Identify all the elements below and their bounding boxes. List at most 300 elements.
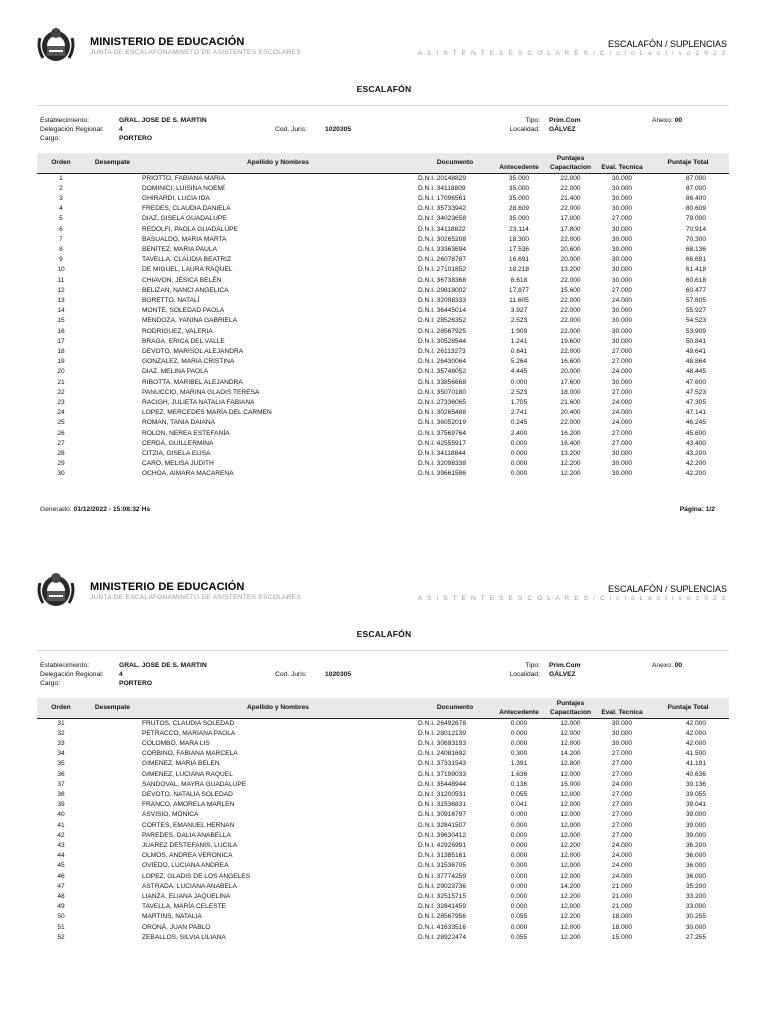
nombre-cell: FRUTOS, CLAUDIA SOLEDAD [142, 719, 235, 727]
orden-cell: 19 [57, 358, 65, 366]
nombre-cell: PANUCCIO, MARINA GLADIS TERESA [142, 388, 260, 396]
total-cell: 39.000 [685, 811, 707, 819]
total-cell: 48.864 [685, 358, 707, 366]
table-row [37, 439, 729, 449]
antecedente-cell: 2.523 [510, 317, 528, 325]
desempate-cell [85, 398, 140, 408]
desempate-cell [85, 184, 140, 194]
table-row [37, 892, 729, 902]
total-cell: 42.000 [685, 739, 707, 747]
nombre-cell: FRANCO, AMORELA MARLEN [142, 801, 235, 809]
documento-cell: D.N.I. 29818002 [418, 286, 467, 294]
table-row [37, 367, 729, 377]
total-cell: 36.000 [685, 872, 707, 880]
table-row [37, 265, 729, 275]
capacitacion-cell: 22.000 [560, 235, 581, 243]
nombre-cell: BASUALDO, MARIA MARTA [142, 235, 227, 243]
col-total: Puntaje Total [647, 698, 729, 718]
orden-cell: 38 [57, 790, 65, 798]
ranking-table [37, 698, 729, 943]
total-cell: 42.000 [685, 729, 707, 737]
antecedente-cell: 0.000 [510, 882, 528, 890]
documento-cell: D.N.I. 35070180 [418, 388, 467, 396]
desempate-cell [85, 902, 140, 912]
eval-cell: 27.000 [611, 215, 633, 223]
capacitacion-cell: 12.000 [560, 770, 581, 778]
antecedente-cell: 0.000 [510, 449, 528, 457]
eval-cell: 27.000 [611, 770, 633, 778]
orden-cell: 16 [57, 327, 65, 335]
capacitacion-cell: 12.200 [560, 892, 581, 900]
establecimiento-label: Establecimiento: [40, 662, 90, 669]
page-header [0, 545, 768, 615]
nombre-cell: TAVELLA, MARÍA CELESTE [142, 903, 227, 911]
documento-cell: D.N.I. 35748052 [418, 368, 467, 376]
col-documento: Documento [416, 153, 494, 173]
antecedente-cell: 0.000 [510, 719, 528, 727]
localidad-label: Localidad: [509, 126, 540, 133]
total-cell: 36.000 [685, 852, 707, 860]
desempate-cell [85, 327, 140, 337]
antecedente-cell: 0.136 [510, 780, 528, 788]
eval-cell: 30.000 [611, 449, 633, 457]
nombre-cell: ZEBALLOS, SILVIA LILIANA [142, 933, 226, 941]
antecedente-cell: 0.000 [510, 729, 528, 737]
table-body [37, 718, 729, 943]
capacitacion-cell: 12.000 [560, 811, 581, 819]
tipo-value: Prim.Com [549, 662, 581, 669]
documento-cell: D.N.I. 17096561 [418, 194, 467, 202]
nombre-cell: GHIRARDI, LUCIA IDA [142, 194, 210, 202]
table-row [37, 902, 729, 912]
desempate-cell [85, 912, 140, 922]
antecedente-cell: 0.000 [510, 811, 528, 819]
table-row [37, 851, 729, 861]
capacitacion-cell: 12.800 [560, 760, 581, 768]
desempate-cell [85, 429, 140, 439]
eval-cell: 30.000 [611, 225, 633, 233]
antecedente-cell: 0.000 [510, 378, 528, 386]
desempate-cell [85, 316, 140, 326]
localidad-value: GÁLVEZ [549, 671, 576, 678]
documento-cell: D.N.I. 31200531 [418, 790, 467, 798]
nombre-cell: ORONÁ, JUAN PABLO [142, 923, 211, 931]
capacitacion-cell: 12.000 [560, 852, 581, 860]
documento-cell: D.N.I. 29023736 [418, 882, 467, 890]
documento-cell: D.N.I. 30265208 [418, 235, 467, 243]
table-row [37, 296, 729, 306]
capacitacion-cell: 14.200 [560, 882, 581, 890]
eval-cell: 27.000 [611, 286, 633, 294]
capacitacion-cell: 12.200 [560, 841, 581, 849]
total-cell: 47.305 [685, 398, 707, 406]
orden-cell: 25 [57, 419, 65, 427]
antecedente-cell: 35.000 [508, 174, 530, 182]
orden-cell: 28 [57, 449, 65, 457]
eval-cell: 24.000 [611, 296, 633, 304]
generated-stamp [40, 506, 150, 513]
desempate-cell [85, 418, 140, 428]
eval-cell: 30.000 [611, 337, 633, 345]
documento-cell: D.N.I. 28526352 [418, 317, 467, 325]
capacitacion-cell: 22.000 [560, 174, 581, 182]
eval-cell: 24.000 [611, 398, 633, 406]
documento-cell: D.N.I. 34118844 [418, 449, 466, 457]
capacitacion-cell: 12.200 [560, 460, 581, 468]
desempate-cell [85, 214, 140, 224]
table-row [37, 173, 729, 184]
documento-cell: D.N.I. 30693193 [418, 739, 467, 747]
page-number [680, 506, 715, 513]
eval-cell: 24.000 [611, 862, 633, 870]
capacitacion-cell: 12.000 [560, 831, 581, 839]
total-cell: 45.600 [685, 429, 707, 437]
nombre-cell: TAVELLA, CLAUDIA BEATRIZ [142, 256, 232, 264]
orden-cell: 11 [57, 276, 65, 284]
antecedente-cell: 1.705 [510, 398, 528, 406]
desempate-cell [85, 718, 140, 729]
capacitacion-cell: 22.000 [560, 205, 581, 213]
table-row [37, 459, 729, 469]
antecedente-cell: 17.536 [508, 245, 530, 253]
table-row [37, 810, 729, 820]
total-cell: 68.136 [685, 245, 707, 253]
desempate-cell [85, 831, 140, 841]
nombre-cell: CORBINO, FABIANA MARCELA [142, 750, 238, 758]
table-row [37, 861, 729, 871]
orden-cell: 41 [57, 821, 65, 829]
nombre-cell: COLOMBO, MARA LIS [142, 739, 210, 747]
table-row [37, 408, 729, 418]
table-row [37, 388, 729, 398]
ministry-subtitle: JUNTA DE ESCALAFONAMINETO DE ASISTENTES ESCOLARES [90, 594, 301, 601]
escalafon-label: ESCALAFÓN / SUPLENCIAS [607, 584, 727, 594]
table-row [37, 872, 729, 882]
orden-cell: 49 [57, 903, 65, 911]
escalafon-label: ESCALAFÓN / SUPLENCIAS [607, 39, 727, 49]
nombre-cell: MONTE, SOLEDAD PAOLA [142, 307, 225, 315]
orden-cell: 4 [59, 205, 63, 213]
capacitacion-cell: 16.600 [560, 358, 581, 366]
table-row [37, 194, 729, 204]
antecedente-cell: 0.041 [510, 801, 528, 809]
antecedente-cell: 0.000 [510, 821, 528, 829]
antecedente-cell: 2.741 [510, 409, 528, 417]
nombre-cell: OLMOS, ANDREA VERONICA [142, 852, 233, 860]
documento-cell: D.N.I. 37569764 [418, 429, 467, 437]
col-desempate: Desempate [85, 153, 140, 173]
antecedente-cell: 2.523 [510, 388, 528, 396]
table-row [37, 933, 729, 943]
orden-cell: 47 [57, 882, 65, 890]
documento-cell: D.N.I. 34118809 [418, 184, 466, 192]
table-row [37, 214, 729, 224]
total-cell: 86.400 [685, 194, 707, 202]
eval-cell: 30.000 [611, 256, 633, 264]
documento-cell: D.N.I. 28567925 [418, 327, 467, 335]
antecedente-cell: 0.055 [510, 790, 528, 798]
info-values-left [119, 116, 207, 143]
desempate-cell [85, 739, 140, 749]
desempate-cell [85, 749, 140, 759]
capacitacion-cell: 12.000 [560, 862, 581, 870]
antecedente-cell: 1.391 [510, 760, 528, 768]
divider [37, 650, 729, 651]
nombre-cell: ASVISIO, MÓNICA [142, 811, 199, 819]
nombre-cell: DEVOTO, MARISOL ALEJANDRA [142, 347, 244, 355]
capacitacion-cell: 12.000 [560, 923, 581, 931]
capacitacion-cell: 14.200 [560, 750, 581, 758]
antecedente-cell: 0.300 [510, 750, 528, 758]
documento-cell: D.N.I. 27336065 [418, 398, 467, 406]
total-cell: 80.609 [685, 205, 707, 213]
capacitacion-cell: 19.600 [560, 337, 581, 345]
documento-cell: D.N.I. 34118822 [418, 225, 466, 233]
total-cell: 39.136 [685, 780, 707, 788]
eval-cell: 24.000 [611, 409, 633, 417]
nombre-cell: BORETTO, NATALÍ [142, 296, 200, 304]
orden-cell: 21 [57, 378, 65, 386]
orden-cell: 43 [57, 841, 65, 849]
table-row [37, 469, 729, 479]
total-cell: 50.841 [685, 337, 707, 345]
orden-cell: 42 [57, 831, 65, 839]
capacitacion-cell: 15.000 [560, 780, 581, 788]
desempate-cell [85, 357, 140, 367]
capacitacion-cell: 20.600 [560, 245, 581, 253]
nombre-cell: GIMENEZ, LUCIANA RAQUEL [142, 770, 233, 778]
table-row [37, 225, 729, 235]
antecedente-cell: 1.909 [510, 327, 528, 335]
nombre-cell: GONZALEZ, MARIA CRISTINA [142, 358, 235, 366]
document-title: ESCALAFÓN [356, 84, 412, 94]
desempate-cell [85, 861, 140, 871]
desempate-cell [85, 173, 140, 184]
establecimiento-label: Establecimiento: [40, 117, 90, 124]
orden-cell: 3 [59, 194, 63, 202]
documento-cell: D.N.I. 26492678 [418, 719, 467, 727]
capacitacion-cell: 22.000 [560, 347, 581, 355]
total-cell: 60.477 [685, 286, 707, 294]
col-total: Puntaje Total [647, 153, 729, 173]
desempate-cell [85, 882, 140, 892]
eval-cell: 30.000 [611, 317, 633, 325]
desempate-cell [85, 276, 140, 286]
anexo-label: Anexo: [652, 662, 673, 669]
table-body [37, 173, 729, 480]
eval-cell: 24.000 [611, 419, 633, 427]
total-cell: 57.605 [685, 296, 707, 304]
total-cell: 47.141 [685, 409, 707, 417]
ministry-title: MINISTERIO DE EDUCACIÓN [90, 581, 245, 593]
documento-cell: D.N.I. 42926991 [418, 841, 467, 849]
eval-cell: 27.000 [611, 429, 633, 437]
eval-cell: 30.000 [611, 205, 633, 213]
eval-cell: 21.000 [611, 892, 633, 900]
eval-cell: 27.000 [611, 347, 633, 355]
documento-cell: D.N.I. 27101852 [418, 266, 467, 274]
nombre-cell: RACIGH, JULIETA NATALIA FABIANA [142, 398, 255, 406]
desempate-cell [85, 194, 140, 204]
eval-cell: 18.000 [611, 923, 633, 931]
capacitacion-cell: 22.000 [560, 307, 581, 315]
orden-cell: 36 [57, 770, 65, 778]
antecedente-cell: 0.000 [510, 852, 528, 860]
table-row [37, 418, 729, 428]
documento-cell: D.N.I. 32098338 [418, 460, 467, 468]
total-cell: 30.000 [685, 923, 707, 931]
eval-cell: 30.000 [611, 327, 633, 335]
anexo-label: Anexo: [652, 117, 673, 124]
desempate-cell [85, 780, 140, 790]
desempate-cell [85, 810, 140, 820]
total-cell: 46.245 [685, 419, 707, 427]
total-cell: 43.200 [685, 449, 707, 457]
total-cell: 47.523 [685, 388, 707, 396]
desempate-cell [85, 459, 140, 469]
table-row [37, 821, 729, 831]
capacitacion-cell: 21.600 [560, 398, 581, 406]
desempate-cell [85, 439, 140, 449]
total-cell: 42.200 [685, 470, 707, 478]
orden-cell: 34 [57, 750, 65, 758]
antecedente-cell: 0.000 [510, 903, 528, 911]
desempate-cell [85, 378, 140, 388]
total-cell: 27.255 [685, 933, 707, 941]
nombre-cell: PETRACCO, MARIANA PAOLA [142, 729, 236, 737]
antecedente-cell: 0.000 [510, 892, 528, 900]
total-cell: 87.000 [685, 174, 707, 182]
orden-cell: 15 [57, 317, 65, 325]
table-row [37, 739, 729, 749]
antecedente-cell: 28.609 [508, 205, 530, 213]
col-puntajes: Puntajes [494, 153, 647, 163]
documento-cell: D.N.I. 26113273 [418, 347, 466, 355]
documento-cell: D.N.I. 32515715 [418, 892, 467, 900]
documento-cell: D.N.I. 39630412 [418, 831, 467, 839]
ministry-subtitle: JUNTA DE ESCALAFONAMINETO DE ASISTENTES ESCOLARES [90, 49, 301, 56]
eval-cell: 27.000 [611, 811, 633, 819]
capacitacion-cell: 20.400 [560, 409, 581, 417]
eval-cell: 15.000 [611, 933, 633, 941]
total-cell: 49.641 [685, 347, 707, 355]
antecedente-cell: 0.641 [510, 347, 528, 355]
orden-cell: 35 [57, 760, 65, 768]
table-row [37, 759, 729, 769]
orden-cell: 1 [59, 174, 63, 182]
nombre-cell: FREDES, CLAUDIA DANIELA [142, 205, 231, 213]
col-orden: Orden [37, 153, 85, 173]
desempate-cell [85, 367, 140, 377]
nombre-cell: DIAZ, MELINA PAOLA [142, 368, 209, 376]
coat-of-arms-icon [37, 24, 75, 64]
documento-cell: D.N.I. 37199033 [418, 770, 467, 778]
antecedente-cell: 0.000 [510, 862, 528, 870]
desempate-cell [85, 286, 140, 296]
capacitacion-cell: 20.000 [560, 368, 581, 376]
desempate-cell [85, 770, 140, 780]
anexo-value: 00 [674, 117, 683, 124]
desempate-cell [85, 841, 140, 851]
desempate-cell [85, 729, 140, 739]
capacitacion-cell: 17.000 [560, 215, 581, 223]
col-puntajes: Puntajes [494, 698, 647, 708]
documento-cell: D.N.I. 42555917 [418, 439, 467, 447]
total-cell: 39.000 [685, 821, 707, 829]
ranking-table [37, 153, 729, 480]
orden-cell: 29 [57, 460, 65, 468]
antecedente-cell: 4.445 [510, 368, 528, 376]
total-cell: 55.927 [685, 307, 707, 315]
antecedente-cell: 17.877 [508, 286, 530, 294]
orden-cell: 8 [59, 245, 63, 253]
desempate-cell [85, 255, 140, 265]
eval-cell: 30.000 [611, 378, 633, 386]
table-row [37, 245, 729, 255]
eval-cell: 30.000 [611, 729, 633, 737]
table-row [37, 841, 729, 851]
total-cell: 66.691 [685, 256, 707, 264]
documento-cell: D.N.I. 34023658 [418, 215, 467, 223]
total-cell: 39.055 [685, 790, 707, 798]
documento-cell: D.N.I. 26430064 [418, 358, 467, 366]
nombre-cell: MENDOZA, YANINA GABRIELA [142, 317, 238, 325]
orden-cell: 7 [59, 235, 63, 243]
capacitacion-cell: 22.000 [560, 296, 581, 304]
table-row [37, 276, 729, 286]
nombre-cell: ASTRADA, LUCIANA ANABELA [142, 882, 237, 890]
eval-cell: 24.000 [611, 872, 633, 880]
page-header [0, 0, 768, 70]
eval-cell: 30.000 [611, 184, 633, 192]
generado-label: Generado: [40, 506, 72, 513]
nombre-cell: SANDOVAL, MAYRA GUADALUPE [142, 780, 247, 788]
antecedente-cell: 3.927 [510, 307, 528, 315]
delegacion-value: 4 [119, 671, 123, 678]
col-orden: Orden [37, 698, 85, 718]
orden-cell: 23 [57, 398, 65, 406]
nombre-cell: GIMENEZ, MARIA BELEN [142, 760, 220, 768]
documento-cell: D.N.I. 36052019 [418, 419, 467, 427]
desempate-cell [85, 408, 140, 418]
capacitacion-cell: 22.000 [560, 276, 581, 284]
desempate-cell [85, 800, 140, 810]
cod-juris-value: 1020305 [325, 671, 352, 678]
nombre-cell: ROMAN, TANIA DAIANA [142, 419, 216, 427]
desempate-cell [85, 469, 140, 479]
orden-cell: 22 [57, 388, 65, 396]
tipo-label: Tipo: [525, 662, 540, 669]
antecedente-cell: 35.000 [508, 215, 530, 223]
desempate-cell [85, 296, 140, 306]
nombre-cell: ROLON, NEREA ESTEFANÍA [142, 429, 230, 437]
antecedente-cell: 18.218 [508, 266, 530, 274]
desempate-cell [85, 923, 140, 933]
capacitacion-cell: 20.000 [560, 256, 581, 264]
documento-cell: D.N.I. 30916797 [418, 811, 467, 819]
desempate-cell [85, 388, 140, 398]
table-row [37, 286, 729, 296]
antecedente-cell: 1.636 [510, 770, 528, 778]
total-cell: 36.000 [685, 862, 707, 870]
capacitacion-cell: 12.000 [560, 790, 581, 798]
antecedente-cell: 0.000 [510, 872, 528, 880]
table-row [37, 770, 729, 780]
desempate-cell [85, 892, 140, 902]
table-row [37, 316, 729, 326]
eval-cell: 30.000 [611, 739, 633, 747]
localidad-label: Localidad: [509, 671, 540, 678]
